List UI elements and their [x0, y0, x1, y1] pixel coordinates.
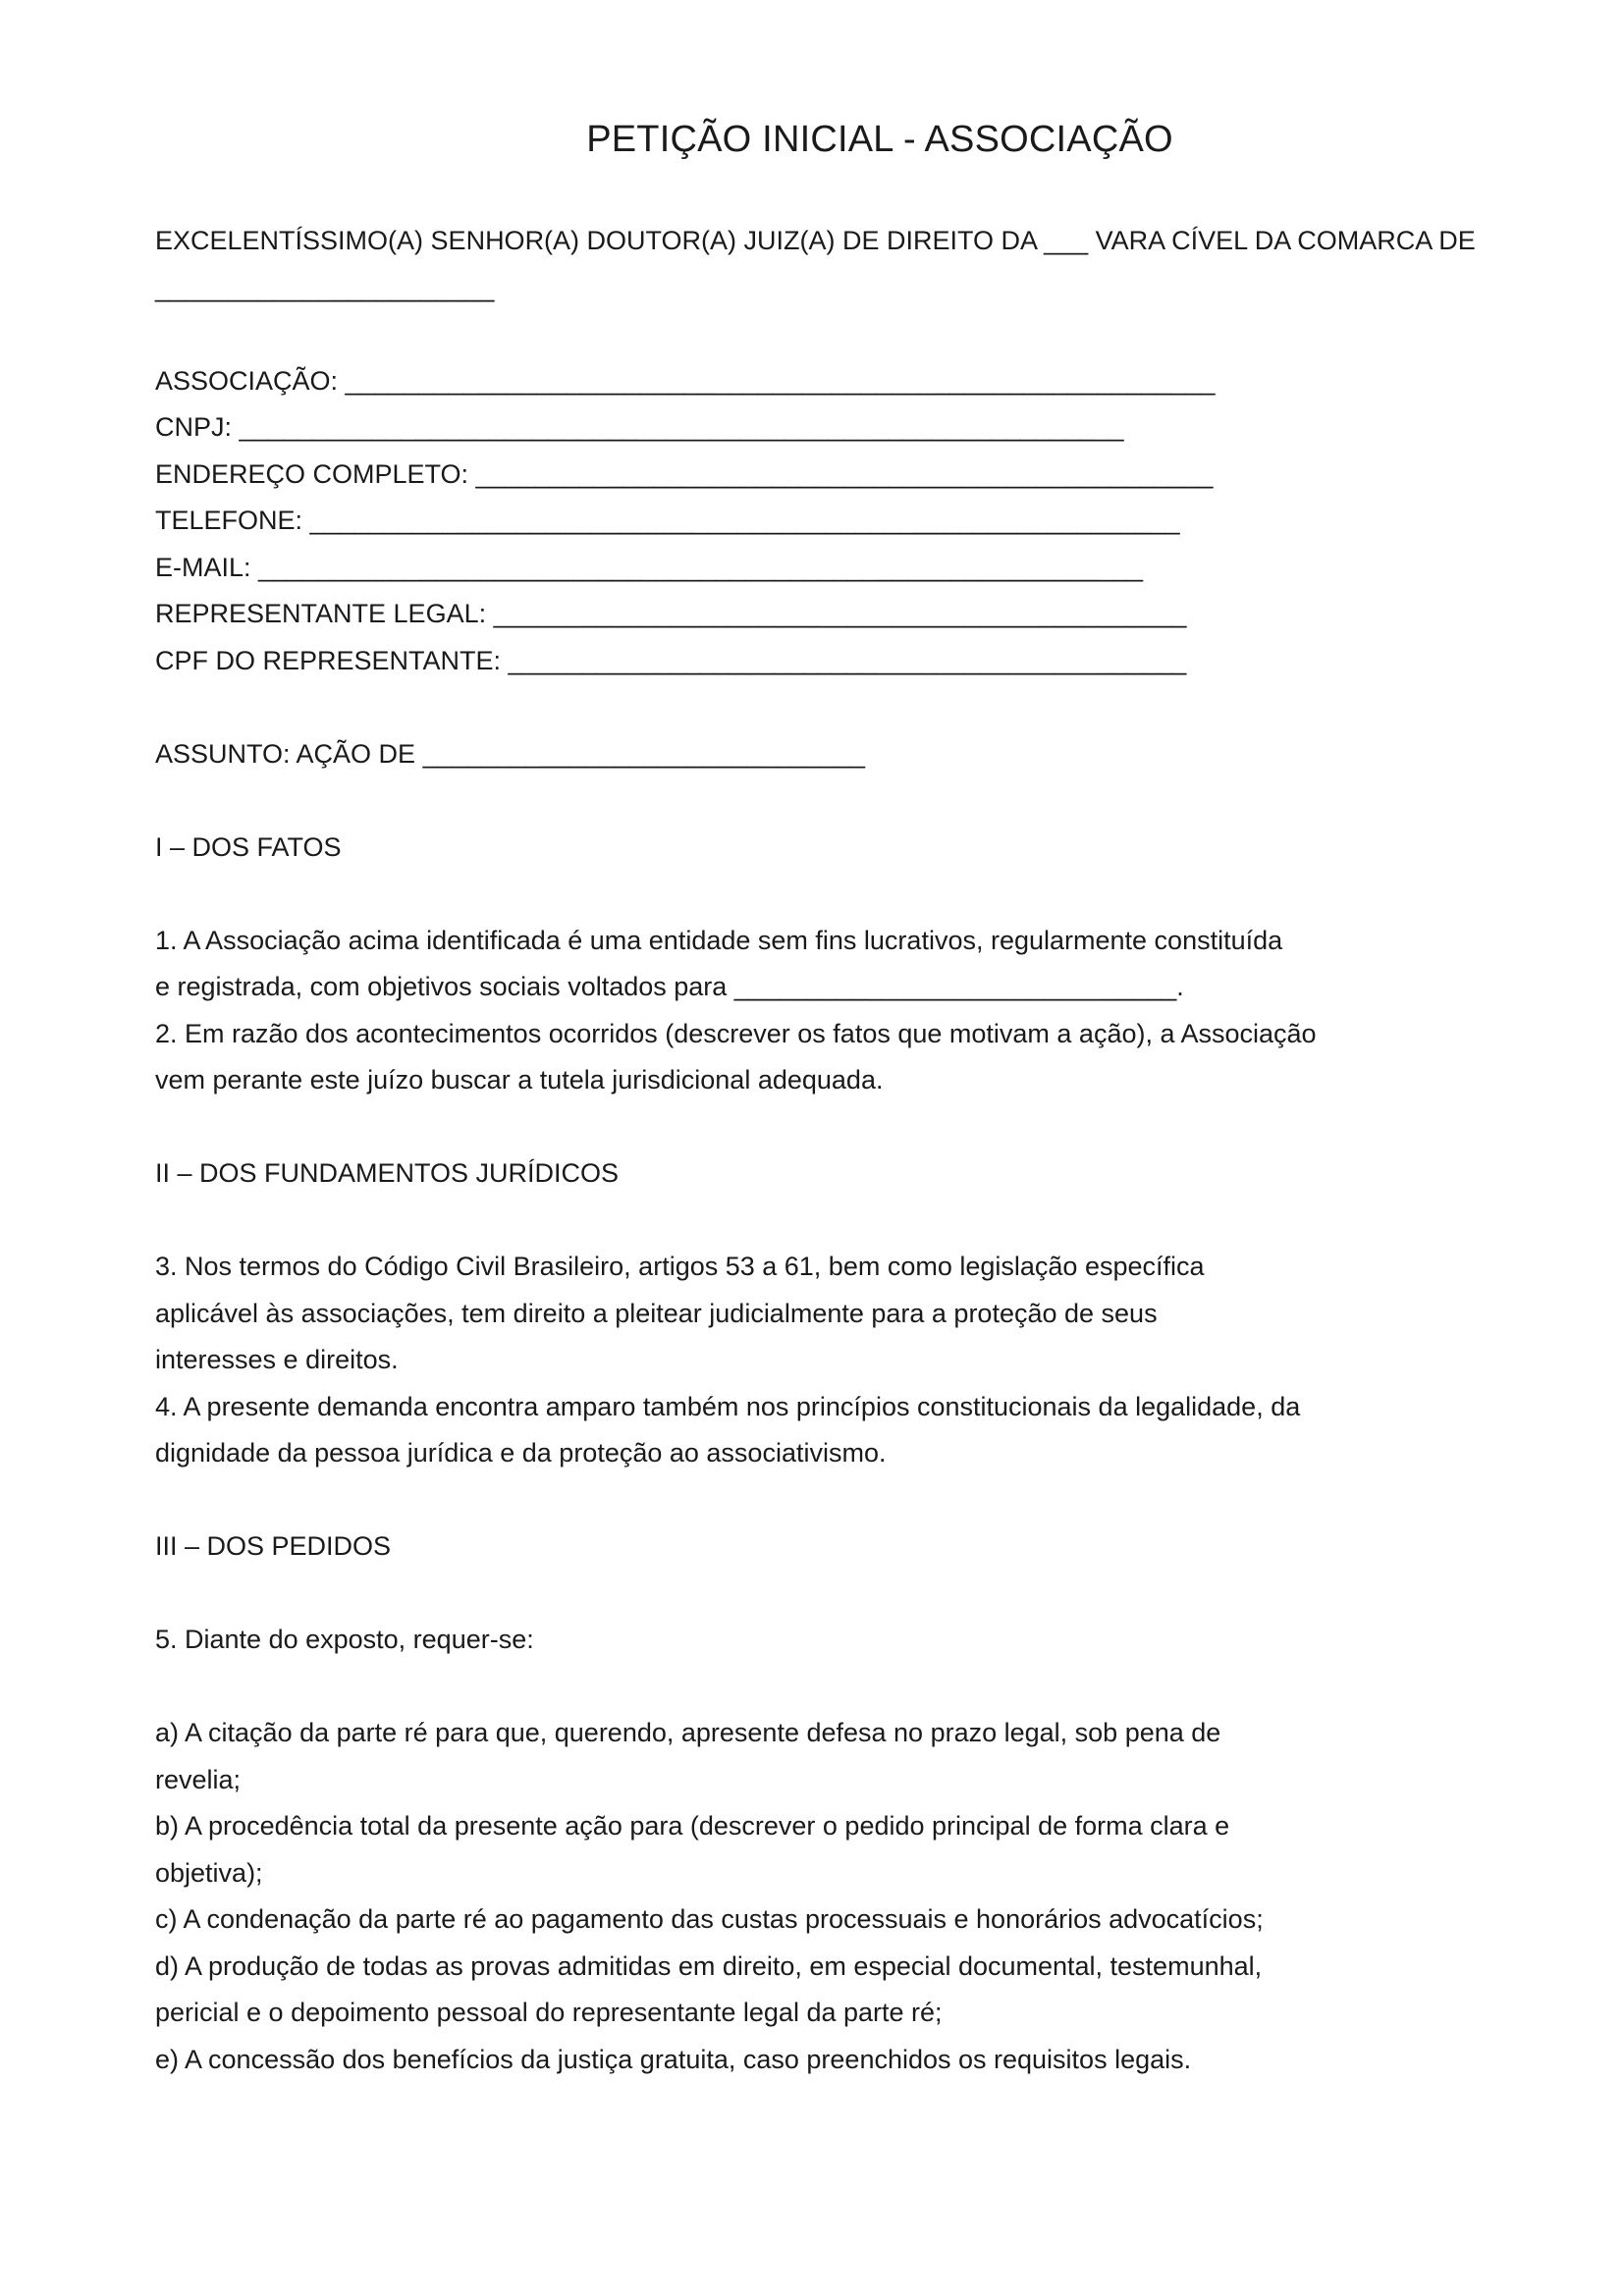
request-line: d) A produção de todas as provas admitidas em direito, em especial documental, testemunhal,	[155, 1950, 1263, 1981]
paragraph-line: e registrada, com objetivos sociais voltados para ______________________________.	[155, 972, 1184, 1001]
paragraph-line: vem perante este juízo buscar a tutela jurisdicional adequada.	[155, 1065, 884, 1095]
request-line: revelia;	[155, 1764, 242, 1794]
pedidos-intro: 5. Diante do exposto, requer-se:	[155, 1625, 534, 1654]
field-email: E-MAIL: ____________________________________________________________	[155, 552, 1143, 582]
paragraph-line: interesses e direitos.	[155, 1345, 399, 1374]
addressee-line: EXCELENTÍSSIMO(A) SENHOR(A) DOUTOR(A) JUIZ(A) DE DIREITO DA ___ VARA CÍVEL DA COMARCA DE	[155, 226, 1476, 255]
field-cnpj: CNPJ: ____________________________________________________________	[155, 412, 1124, 442]
section-heading-fatos: I – DOS FATOS	[155, 831, 342, 862]
field-telefone: TELEFONE: ___________________________________________________________	[155, 506, 1180, 535]
document-title: PETIÇÃO INICIAL - ASSOCIAÇÃO	[586, 119, 1173, 160]
section-heading-pedidos: III – DOS PEDIDOS	[155, 1531, 392, 1561]
subject-line: ASSUNTO: AÇÃO DE ______________________________	[155, 738, 866, 769]
request-line: pericial e o depoimento pessoal do representante legal da parte ré;	[155, 1998, 943, 2027]
request-line: b) A procedência total da presente ação para (descrever o pedido principal de forma clara e	[155, 1811, 1230, 1841]
paragraph-line: 4. A presente demanda encontra amparo também nos princípios constitucionais da legalidade, da	[155, 1391, 1301, 1421]
addressee-blank: _______________________	[155, 272, 495, 302]
field-cpf-representante: CPF DO REPRESENTANTE: ______________________________________________	[155, 645, 1187, 675]
paragraph-line: 2. Em razão dos acontecimentos ocorridos (descrever os fatos que motivam a ação), a Associação	[155, 1018, 1317, 1048]
section-heading-fundamentos: II – DOS FUNDAMENTOS JURÍDICOS	[155, 1158, 620, 1188]
paragraph-line: 3. Nos termos do Código Civil Brasileiro, artigos 53 a 61, bem como legislação específica	[155, 1252, 1205, 1281]
request-line: objetiva);	[155, 1857, 263, 1888]
field-associacao: ASSOCIAÇÃO: ___________________________________________________________	[155, 365, 1216, 396]
paragraph-line: aplicável às associações, tem direito a pleitear judicialmente para a proteção de seus	[155, 1298, 1158, 1328]
request-line: e) A concessão dos benefícios da justiça gratuita, caso preenchidos os requisitos legais.	[155, 2044, 1192, 2074]
field-endereco: ENDEREÇO COMPLETO: __________________________________________________	[155, 458, 1214, 489]
paragraph-line: 1. A Associação acima identificada é uma entidade sem fins lucrativos, regularmente constituída	[155, 925, 1283, 955]
request-line: c) A condenação da parte ré ao pagamento das custas processuais e honorários advocatícios;	[155, 1904, 1264, 1934]
request-line: a) A citação da parte ré para que, querendo, apresente defesa no prazo legal, sob pena de	[155, 1718, 1221, 1747]
paragraph-line: dignidade da pessoa jurídica e da proteção ao associativismo.	[155, 1438, 887, 1468]
field-representante: REPRESENTANTE LEGAL: _______________________________________________	[155, 599, 1187, 628]
